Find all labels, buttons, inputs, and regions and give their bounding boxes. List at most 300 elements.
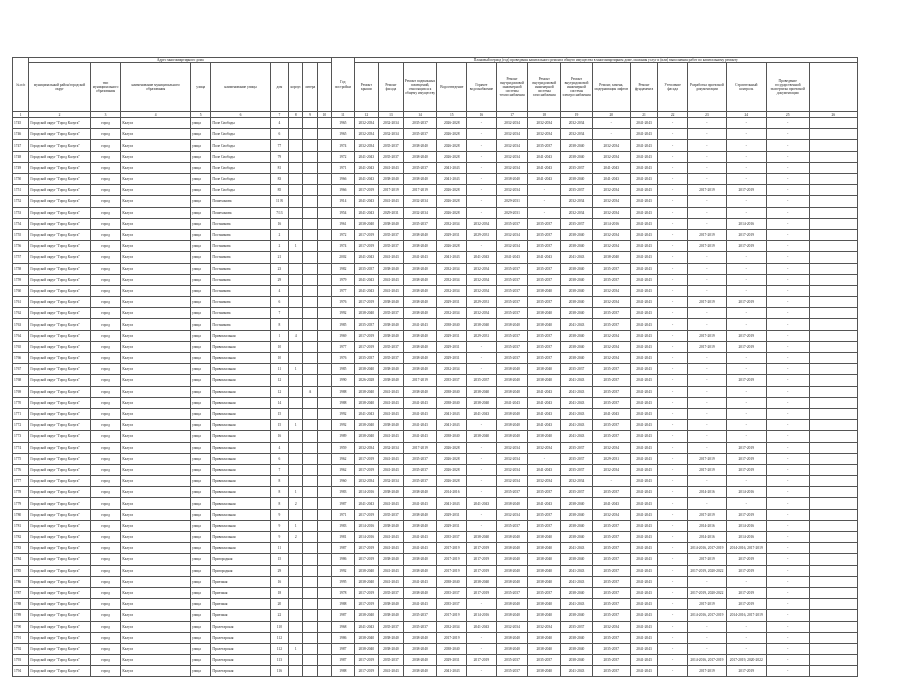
- table-cell: [289, 442, 303, 453]
- table-cell: 11: [270, 364, 288, 375]
- table-cell: 1968: [332, 621, 355, 632]
- table-cell: 2032-2034: [467, 263, 497, 274]
- table-cell: 2038-2040: [561, 587, 593, 598]
- table-cell: 2041-2043: [630, 229, 658, 240]
- table-cell: -: [766, 498, 809, 509]
- table-cell: -: [766, 397, 809, 408]
- table-cell: 2038-2040: [437, 431, 467, 442]
- table-cell: 2017-2019: [726, 375, 766, 386]
- table-cell: -: [726, 207, 766, 218]
- table-cell: -: [766, 118, 809, 129]
- table-cell: 2041-2043: [379, 252, 404, 263]
- table-cell: 1767: [13, 364, 29, 375]
- table-cell: 2041-2043: [630, 509, 658, 520]
- table-cell: 2035-2037: [592, 532, 630, 543]
- table-cell: [317, 643, 331, 654]
- table-cell: город: [90, 453, 121, 464]
- table-cell: [809, 666, 857, 677]
- table-row: [13, 285, 858, 296]
- table-cell: улица: [190, 520, 210, 531]
- table-cell: 2035-2037: [592, 543, 630, 554]
- table-row: [13, 655, 858, 666]
- table-cell: 2038-2040: [467, 397, 497, 408]
- table-cell: 2041-2043: [467, 408, 497, 419]
- table-cell: 2032-2034: [379, 118, 404, 129]
- table-cell: -: [658, 274, 688, 285]
- table-cell: Городской округ "Город Калуга": [29, 442, 90, 453]
- table-cell: 2032-2034: [467, 218, 497, 229]
- table-cell: [317, 196, 331, 207]
- table-cell: Постникова: [211, 297, 270, 308]
- table-cell: -: [766, 297, 809, 308]
- table-cell: 2038-2040: [379, 520, 404, 531]
- table-cell: улица: [190, 353, 210, 364]
- table-cell: Калуга: [121, 587, 191, 598]
- table-cell: 2038-2040: [403, 263, 437, 274]
- table-cell: [317, 263, 331, 274]
- table-cell: 113: [270, 655, 288, 666]
- table-cell: 2038-2040: [354, 431, 379, 442]
- table-cell: Калуга: [121, 655, 191, 666]
- table-cell: 1: [289, 643, 303, 654]
- table-cell: 2038-2040: [496, 554, 528, 565]
- table-cell: [809, 263, 857, 274]
- table-cell: 2017-2019, 2020-2022: [726, 655, 766, 666]
- table-cell: улица: [190, 632, 210, 643]
- table-row: [13, 621, 858, 632]
- table-cell: 2041-2043: [630, 476, 658, 487]
- table-cell: 2041-2043: [592, 498, 630, 509]
- table-cell: [317, 375, 331, 386]
- table-cell: 1971: [332, 162, 355, 173]
- table-cell: 2041-2043: [630, 464, 658, 475]
- table-row: [13, 476, 858, 487]
- table-cell: город: [90, 543, 121, 554]
- table-cell: 4: [289, 330, 303, 341]
- table-cell: 2035-2037: [592, 520, 630, 531]
- table-cell: 81: [270, 162, 288, 173]
- table-cell: город: [90, 498, 121, 509]
- table-cell: 2035-2037: [592, 263, 630, 274]
- table-cell: [317, 319, 331, 330]
- table-cell: Городской округ "Город Калуга": [29, 196, 90, 207]
- table-cell: 2035-2037: [496, 218, 528, 229]
- table-cell: -: [687, 420, 726, 431]
- col-number: 15: [437, 112, 467, 118]
- table-cell: 2041-2043: [630, 263, 658, 274]
- table-cell: 29: [270, 565, 288, 576]
- table-cell: 4: [270, 285, 288, 296]
- table-cell: улица: [190, 308, 210, 319]
- table-cell: -: [726, 643, 766, 654]
- table-cell: Привокзальная: [211, 487, 270, 498]
- table-cell: 2038-2040: [379, 610, 404, 621]
- table-cell: -: [467, 453, 497, 464]
- table-cell: 2035-2037: [592, 308, 630, 319]
- table-cell: 2041-2043: [630, 274, 658, 285]
- table-cell: [809, 532, 857, 543]
- table-cell: 2035-2037: [403, 476, 437, 487]
- table-cell: 1976: [332, 353, 355, 364]
- table-cell: Привокзальная: [211, 330, 270, 341]
- table-cell: Пролетарская: [211, 655, 270, 666]
- table-cell: 2041-2043: [630, 621, 658, 632]
- table-cell: [303, 666, 317, 677]
- table-cell: [289, 162, 303, 173]
- table-cell: улица: [190, 174, 210, 185]
- table-cell: 2038-2040: [528, 554, 561, 565]
- table-cell: 2041-2043: [403, 420, 437, 431]
- table-cell: [303, 442, 317, 453]
- table-cell: 2032-2034: [496, 453, 528, 464]
- table-cell: 2017-2019: [437, 610, 467, 621]
- table-cell: Калуга: [121, 643, 191, 654]
- table-cell: -: [766, 599, 809, 610]
- table-cell: 2: [289, 532, 303, 543]
- table-cell: 2041-2043: [630, 129, 658, 140]
- table-cell: 2041-2043: [379, 464, 404, 475]
- table-cell: 2038-2040: [354, 565, 379, 576]
- table-cell: 2038-2040: [379, 263, 404, 274]
- table-cell: [303, 532, 317, 543]
- table-cell: -: [766, 442, 809, 453]
- table-cell: 2041-2043: [403, 599, 437, 610]
- table-cell: 2032-2034: [379, 442, 404, 453]
- table-cell: 2035-2037: [496, 487, 528, 498]
- table-cell: 2038-2040: [496, 543, 528, 554]
- table-cell: -: [467, 632, 497, 643]
- table-cell: 2038-2040: [561, 151, 593, 162]
- table-cell: 1791: [13, 632, 29, 643]
- table-cell: -: [467, 599, 497, 610]
- table-cell: 4: [270, 442, 288, 453]
- table-cell: город: [90, 174, 121, 185]
- table-cell: [289, 185, 303, 196]
- table-cell: 2035-2037: [592, 666, 630, 677]
- col-header: Проведение государственной экспертизы проектной документации: [766, 63, 809, 112]
- table-cell: 2038-2040: [403, 666, 437, 677]
- table-cell: 2041-2043: [561, 375, 593, 386]
- table-cell: -: [766, 643, 809, 654]
- table-row: [13, 129, 858, 140]
- table-cell: 2017-2019: [437, 565, 467, 576]
- table-cell: 2026-2028: [437, 464, 467, 475]
- table-cell: 2014-2016: [354, 532, 379, 543]
- table-cell: 2035-2037: [403, 464, 437, 475]
- table-cell: 1793: [13, 655, 29, 666]
- table-cell: 2035-2037: [592, 576, 630, 587]
- table-cell: -: [766, 353, 809, 364]
- table-cell: улица: [190, 476, 210, 487]
- table-cell: -: [766, 632, 809, 643]
- table-cell: улица: [190, 431, 210, 442]
- table-cell: 2041-2043: [630, 162, 658, 173]
- table-cell: [317, 565, 331, 576]
- table-cell: улица: [190, 543, 210, 554]
- table-cell: 2029-2031: [467, 330, 497, 341]
- table-cell: 1792: [13, 643, 29, 654]
- table-cell: 2032-2034: [528, 118, 561, 129]
- table-cell: 2032-2034: [496, 140, 528, 151]
- table-cell: 2038-2040: [496, 632, 528, 643]
- table-cell: улица: [190, 285, 210, 296]
- table-cell: -: [687, 386, 726, 397]
- table-cell: 2038-2040: [561, 520, 593, 531]
- table-cell: [289, 118, 303, 129]
- table-cell: 2032-2034: [467, 285, 497, 296]
- table-cell: 2017-2019: [354, 509, 379, 520]
- table-cell: Поле Свободы: [211, 118, 270, 129]
- group-header-address: Адрес многоквартирного дома: [29, 58, 332, 63]
- table-cell: 1982: [332, 263, 355, 274]
- table-cell: [289, 509, 303, 520]
- table-cell: улица: [190, 453, 210, 464]
- table-cell: 2041-2043: [630, 319, 658, 330]
- col-header: Ремонт, замена, модернизация лифтов: [592, 63, 630, 112]
- table-cell: 2035-2037: [592, 554, 630, 565]
- table-cell: [303, 118, 317, 129]
- table-cell: 2041-2043: [379, 431, 404, 442]
- table-row: [13, 252, 858, 263]
- table-cell: 2041-2043: [379, 196, 404, 207]
- table-cell: 22: [270, 610, 288, 621]
- table-cell: 23: [270, 263, 288, 274]
- table-cell: 2032-2034: [437, 274, 467, 285]
- table-cell: Поле Свободы: [211, 151, 270, 162]
- table-cell: -: [766, 241, 809, 252]
- table-cell: Калуга: [121, 576, 191, 587]
- table-cell: 2041-2043: [561, 666, 593, 677]
- table-cell: 2017-2019: [354, 241, 379, 252]
- table-cell: Калуга: [121, 453, 191, 464]
- table-cell: Городской округ "Город Калуга": [29, 341, 90, 352]
- table-cell: 2041-2043: [379, 162, 404, 173]
- table-cell: город: [90, 565, 121, 576]
- table-cell: [809, 174, 857, 185]
- table-cell: 2035-2037: [528, 297, 561, 308]
- table-cell: 2041-2043: [630, 610, 658, 621]
- table-cell: улица: [190, 297, 210, 308]
- table-cell: 2041-2043: [354, 196, 379, 207]
- table-cell: Постникова: [211, 319, 270, 330]
- table-cell: -: [658, 207, 688, 218]
- table-cell: Калуга: [121, 364, 191, 375]
- table-cell: Калуга: [121, 308, 191, 319]
- table-cell: [303, 476, 317, 487]
- table-cell: Городской округ "Город Калуга": [29, 487, 90, 498]
- table-cell: 2038-2040: [528, 599, 561, 610]
- table-cell: 1974: [332, 241, 355, 252]
- table-cell: -: [766, 386, 809, 397]
- table-cell: 2035-2037: [354, 319, 379, 330]
- col-header: Ремонт крыши: [354, 63, 379, 112]
- table-cell: 2038-2040: [354, 308, 379, 319]
- table-cell: город: [90, 666, 121, 677]
- table-cell: 2026-2028: [437, 118, 467, 129]
- table-cell: 2041-2043: [403, 252, 437, 263]
- table-cell: 1962: [332, 464, 355, 475]
- table-cell: 2032-2034: [592, 196, 630, 207]
- table-row: [13, 498, 858, 509]
- table-cell: 1988: [332, 386, 355, 397]
- table-cell: 2038-2040: [379, 487, 404, 498]
- table-cell: 2032-2034: [354, 118, 379, 129]
- table-cell: Городской округ "Город Калуга": [29, 285, 90, 296]
- table-cell: 2017-2019: [687, 330, 726, 341]
- table-cell: [303, 196, 317, 207]
- table-row: [13, 330, 858, 341]
- table-cell: -: [658, 151, 688, 162]
- table-cell: [303, 229, 317, 240]
- table-cell: Пригородная: [211, 565, 270, 576]
- table-cell: Городской округ "Город Калуга": [29, 453, 90, 464]
- table-cell: -: [592, 476, 630, 487]
- col-number: 24: [726, 112, 766, 118]
- table-cell: -: [766, 252, 809, 263]
- table-cell: -: [658, 576, 688, 587]
- table-cell: Калуга: [121, 140, 191, 151]
- table-cell: [289, 621, 303, 632]
- table-cell: 1992: [332, 308, 355, 319]
- table-cell: 16: [270, 431, 288, 442]
- table-cell: -: [687, 174, 726, 185]
- table-cell: [303, 297, 317, 308]
- table-cell: [303, 587, 317, 598]
- table-cell: Привокзальная: [211, 375, 270, 386]
- table-cell: [289, 319, 303, 330]
- table-cell: -: [687, 375, 726, 386]
- table-cell: [303, 140, 317, 151]
- table-cell: -: [467, 241, 497, 252]
- table-cell: -: [658, 632, 688, 643]
- table-row: [13, 364, 858, 375]
- table-cell: улица: [190, 464, 210, 475]
- table-cell: 2017-2019, 2020-2022: [687, 587, 726, 598]
- table-cell: -: [726, 420, 766, 431]
- table-cell: [317, 252, 331, 263]
- table-cell: [289, 140, 303, 151]
- col-header: литера: [303, 63, 317, 112]
- col-header: дом: [270, 63, 288, 112]
- table-cell: -: [687, 576, 726, 587]
- table-cell: 2038-2040: [496, 565, 528, 576]
- table-cell: Городской округ "Город Калуга": [29, 643, 90, 654]
- table-cell: Калуга: [121, 263, 191, 274]
- table-cell: Городской округ "Город Калуга": [29, 476, 90, 487]
- table-cell: [809, 464, 857, 475]
- table-cell: улица: [190, 185, 210, 196]
- table-cell: 2041-2043: [561, 386, 593, 397]
- table-cell: улица: [190, 263, 210, 274]
- table-cell: Поле Свободы: [211, 185, 270, 196]
- table-cell: 2032-2034: [561, 118, 593, 129]
- table-cell: 2041-2043: [630, 364, 658, 375]
- table-cell: улица: [190, 666, 210, 677]
- table-cell: -: [687, 397, 726, 408]
- col-header: тип муниципального образования: [90, 63, 121, 112]
- table-cell: -: [528, 185, 561, 196]
- table-cell: 2038-2040: [403, 364, 437, 375]
- table-cell: [317, 185, 331, 196]
- table-cell: 2038-2040: [354, 420, 379, 431]
- table-cell: город: [90, 576, 121, 587]
- table-cell: [303, 330, 317, 341]
- table-cell: 2017-2019: [726, 341, 766, 352]
- table-cell: Городской округ "Город Калуга": [29, 397, 90, 408]
- table-cell: -: [766, 375, 809, 386]
- table-cell: улица: [190, 655, 210, 666]
- table-cell: -: [528, 196, 561, 207]
- table-cell: 2026-2028: [437, 476, 467, 487]
- table-cell: Поле Свободы: [211, 174, 270, 185]
- table-cell: 2041-2043: [561, 543, 593, 554]
- table-cell: -: [658, 532, 688, 543]
- table-cell: 2038-2040: [561, 241, 593, 252]
- table-cell: Калуга: [121, 520, 191, 531]
- table-cell: 2041-2043: [528, 498, 561, 509]
- table-cell: 2038-2040: [528, 319, 561, 330]
- table-cell: 85: [270, 185, 288, 196]
- table-cell: 1987: [332, 610, 355, 621]
- table-cell: Калуга: [121, 565, 191, 576]
- table-cell: 2032-2034: [528, 129, 561, 140]
- table-cell: -: [687, 151, 726, 162]
- table-cell: улица: [190, 599, 210, 610]
- table-cell: -: [726, 431, 766, 442]
- table-cell: 2041-2043: [630, 442, 658, 453]
- table-cell: -: [766, 576, 809, 587]
- table-cell: Калуга: [121, 487, 191, 498]
- table-cell: -: [658, 554, 688, 565]
- table-cell: -: [726, 162, 766, 173]
- table-cell: [303, 375, 317, 386]
- table-cell: 2017-2019: [403, 185, 437, 196]
- table-cell: 2041-2043: [561, 319, 593, 330]
- table-cell: Постникова: [211, 263, 270, 274]
- table-cell: 2035-2037: [496, 353, 528, 364]
- table-cell: -: [658, 297, 688, 308]
- table-cell: 2041-2043: [630, 498, 658, 509]
- table-cell: 2017-2019: [467, 587, 497, 598]
- table-cell: 15: [270, 408, 288, 419]
- table-cell: 2041-2043: [592, 408, 630, 419]
- table-cell: 2017-2019: [687, 599, 726, 610]
- table-cell: [809, 632, 857, 643]
- table-cell: 2041-2043: [403, 319, 437, 330]
- table-cell: [289, 431, 303, 442]
- table-cell: -: [658, 476, 688, 487]
- table-cell: 15: [270, 420, 288, 431]
- table-cell: 2038-2040: [561, 509, 593, 520]
- table-row: [13, 643, 858, 654]
- table-row: [13, 375, 858, 386]
- table-cell: 2041-2043: [354, 252, 379, 263]
- table-cell: 1783: [13, 543, 29, 554]
- table-cell: [289, 554, 303, 565]
- table-cell: Городской округ "Город Калуга": [29, 565, 90, 576]
- table-cell: [809, 330, 857, 341]
- table-cell: 18: [270, 587, 288, 598]
- table-cell: 1983: [332, 520, 355, 531]
- table-cell: -: [726, 576, 766, 587]
- table-cell: -: [766, 263, 809, 274]
- table-cell: 2041-2043: [630, 196, 658, 207]
- table-cell: 1981: [332, 532, 355, 543]
- table-cell: 2017-2019: [687, 666, 726, 677]
- col-number: 13: [379, 112, 404, 118]
- table-cell: 2041-2043: [354, 207, 379, 218]
- table-cell: 2041-2043: [437, 666, 467, 677]
